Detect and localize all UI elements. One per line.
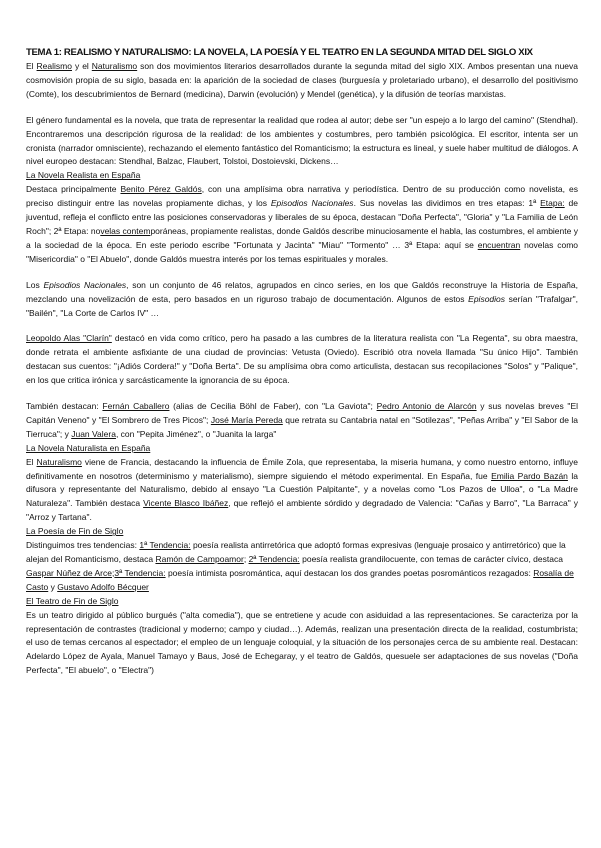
etapa-term: Etapa: [540,198,565,209]
tendencia-2: 2ª Tendencia: [248,554,300,564]
author-campoamor: Ramón de Campoamor [155,554,244,564]
text-run: ; [243,554,249,564]
episodios-title: Episodios [468,293,506,304]
author-valera: Juan Valera [71,428,116,439]
encuentran-term: encuentran [477,239,521,250]
text-run: de juventud, refleja el conflicto entre las posiciones conservadoras y liberales de su época, destacan "Doña Perfecta", "Gloria" y "La Familia de León Roch"; 2ª Etapa: no [26,198,578,236]
author-rosalia: Rosalía de Casto [26,567,574,592]
text-run: serían "Trafalgar", "Bailén", "La Corte de Carlos IV" … [26,293,578,318]
text-run: poesía realista grandilocuente, con temas de carácter cívico, destaca [299,554,563,564]
episodios-title: Episodios Nacionales [270,198,354,209]
text-run: Destaca principalmente [26,184,121,195]
text-run: son dos movimientos literarios desarrollados durante la segunda mitad del siglo XIX. Ambos presentan una nueva cosmovisión propia de su siglo, basada en: la aparición de la sociedad de clases (burguesía y proletariado urbano), el desarrollo del positivismo (Comte), los descubrimientos de Bernard (medicina), Darwin (evolución) y Mendel (genética), y la difusión de teorías marxistas. [26,61,578,99]
author-galdos: Benito Pérez Galdós [120,184,202,195]
text-run: novelas como "Misericordia" o "El Abuelo", donde Galdós muestra interés por los temas espirituales y morales. [26,239,579,264]
text-run: destacó en vida como crítico, pero ha pasado a las cumbres de la literatura realista con "La Regenta", su obra maestra, donde retrata el ambiente asfixiante de una ciudad de provincias: Vetusta (Oviedo). Escribió otra novela llamada "Su único Hijo". También destacan sus cuentos: "¡Adiós Cordera!" y "Doña Berta". De su amplísima obra como articulista, destacan sus recopilaciones "Solos" y "Palique", en los que critica irónica y sarcásticamente la ignorancia de su época. [26,333,578,386]
section-heading-novela-naturalista: La Novela Naturalista en España [26,442,151,453]
text-run: viene de Francia, destacando la influencia de Émile Zola, que representaba, la miseria humana, y como nuestro entorno, influye definitivamente en nosotros (determinismo y materialismo), siempre siguiendo el método experimental. En España, fue [26,456,578,481]
text-run: y el [71,61,92,71]
text-run: El [26,456,37,467]
text-run: la difusora y representante del Naturalismo, debido al ensayo "La Cuestión Palpitante", y a novelas como "Los Pazos de Ulloa", o "La Madre Naturaleza". También destaca [26,470,578,509]
document-page [26,46,578,678]
naturalismo-term: Naturalismo [36,456,82,467]
text-run: y [48,581,58,592]
clarin-paragraph [26,332,578,388]
author-pardo-bazan: Emilia Pardo Bazán [491,470,568,481]
other-authors-paragraph [26,400,578,442]
author-clarin: Leopoldo Alas "Clarín" [26,333,112,344]
text-run: , con "Pepita Jiménez", o "Juanita la larga" [115,428,277,439]
naturalismo-term: Naturalismo [91,61,138,71]
text-run: que retrata su Cantabria natal en "Sotilezas", "Peñas Arriba" y "El Sabor de la Tierruca"; y [26,414,578,439]
author-caballero: Fernán Caballero [102,401,170,412]
genre-paragraph: El género fundamental es la novela, que trata de representar la realidad que rodea al autor; debe ser "un espejo a lo largo del camino" (Stendhal). Encontraremos una descripción rigurosa de la realidad: de los ambientes y costumbres, pero también psicológica. El escritor, intenta ser un cronista (narrador omnisciente), rechazando el elemento fantástico del Romanticismo; la estructura es lineal, y suele haber multitud de diálogos. A nivel europeo destacan: Stendhal, Balzac, Flaubert, Tolstoi, Dostoievski, Dickens… [26,114,578,167]
intro-paragraph [26,60,578,102]
author-nunez-de-arce: Gaspar Núñez de Arce [26,567,112,578]
episodios-paragraph [26,279,578,321]
text-run: El [26,61,37,71]
realismo-term: Realismo [36,61,72,71]
section-heading-poesia: La Poesía de Fin de Siglo [26,526,124,537]
author-blasco-ibanez: Vicente Blasco Ibáñez [143,498,229,509]
episodios-title: Episodios Nacionales [43,279,127,290]
naturalismo-paragraph [26,456,578,526]
poesia-paragraph [26,539,578,595]
author-alarcon: Pedro Antonio de Alarcón [376,401,477,412]
text-run: poesía realista antirretórica que adoptó formas expresivas (lenguaje prosaico y antirretórico) que la alejan del Romanticismo, destaca [26,540,566,564]
text-run: (alias de Cecilia Böhl de Faber), con "La Gaviota"; [169,401,377,412]
contemporaneas-term: velas contem [100,225,151,236]
text-run: , con una amplísima obra narrativa y periodística. Dentro de su producción como novelista, es preciso distinguir entre las novelas propiamente dichas, y los [26,184,579,209]
text-run: poesía intimista posromántica, aquí destacan los dos grandes poetas posrománticos rezagados: [165,567,534,578]
tendencia-3: 3ª Tendencia: [114,567,166,578]
author-pereda: José María Pereda [210,414,283,425]
section-heading-teatro: El Teatro de Fin de Siglo [26,595,119,606]
text-run: . Sus novelas las dividimos en tres etapas: 1ª [353,198,541,209]
text-run: y sus novelas breves "El Capitán Veneno" y "El Sombrero de Tres Picos"; [26,401,579,425]
text-run: Distinguimos tres tendencias: [26,540,140,551]
text-run: poráneas, propiamente realistas, donde Galdós describe minuciosamente el habla, las costumbres, el ambiente y a la sociedad de la época. En este periodo escribe "Fortunata y Jacinta" "Miau" "Tormento" … 3ª Etapa: aquí se [26,225,578,250]
text-run: , que reflejó el ambiente sórdido y degradado de Valencia: "Cañas y Barro", "La Barraca" y "Arroz y Tartana". [26,498,578,523]
teatro-paragraph: Es un teatro dirigido al público burgués ("alta comedia"), que se entretiene y acude con asiduidad a las representaciones. Se caracteriza por la representación de contrastes (tradicional y moderno; campo y ciudad…). Además, realizan una presentación directa de la realidad, costumbrista; el uso de temas cercanos al espectador; el empleo de un lenguaje coloquial, y la situación de los personajes cerca de su ambiente real. Destacan: Adelardo López de Ayala, Manuel Tamayo y Baus, José de Echegaray, y el teatro de Galdós, quesuele ser adaptaciones de sus novelas ("Doña Perfecta", "El abuelo", o "Electra") [26,609,578,676]
document-title: TEMA 1: REALISMO Y NATURALISMO: LA NOVELA, LA POESÍA Y EL TEATRO EN LA SEGUNDA MITAD DEL SIGLO XIX [26,47,533,58]
text-run: ; [112,567,115,578]
galdos-paragraph [26,183,578,266]
text-run: Los [26,279,44,290]
section-heading-novela-realista: La Novela Realista en España [26,170,141,181]
tendencia-1: 1ª Tendencia: [139,540,191,551]
text-run: También destacan: [26,401,103,412]
text-run: , son un conjunto de 46 relatos, agrupados en cinco series, en los que Galdós reconstruye la Historia de España, mezclando una novelización de esta, pero basados en un riguroso trabajo de documentación. Algunos de estos [26,279,578,304]
author-becquer: Gustavo Adolfo Bécquer [57,581,149,592]
